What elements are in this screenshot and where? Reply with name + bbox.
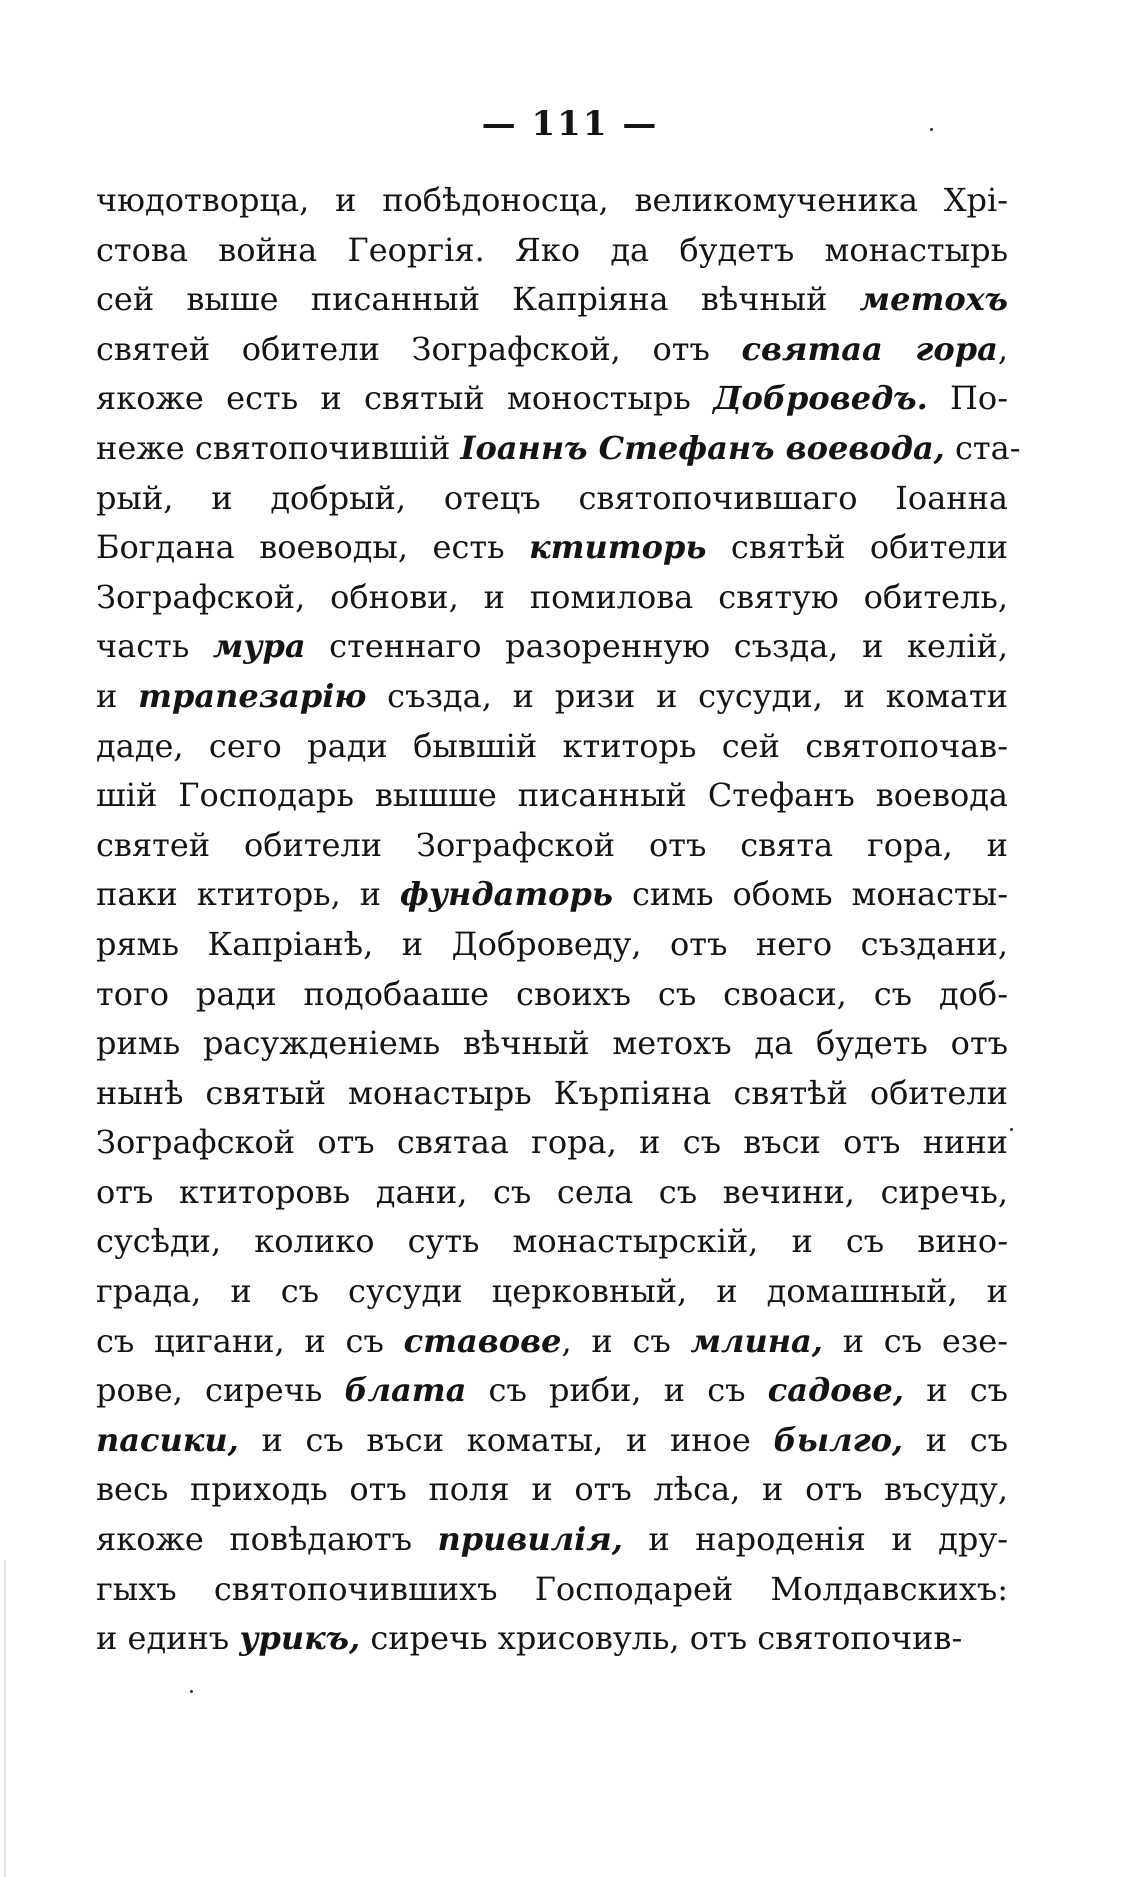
scan-speck [190, 1690, 193, 1693]
text-line [96, 1317, 1008, 1367]
scan-speck [1010, 1128, 1013, 1131]
text-segment: неже святопочившій [96, 428, 461, 467]
text-line [96, 1118, 1008, 1168]
text-segment: съ цигани, и съ [96, 1321, 404, 1360]
text-segment: шій Господарь вышше писанный Стефанъ воевода [96, 776, 1008, 815]
italic-term: урикъ, [239, 1619, 361, 1658]
text-line [96, 176, 1008, 226]
text-segment: рый, и добрый, отецъ святопочившаго Іоанна [96, 478, 1008, 517]
text-segment: сиречь хрисовуль, отъ святопочив- [360, 1619, 963, 1658]
text-line [96, 920, 1008, 970]
text-line [96, 1614, 1008, 1664]
text-line [96, 622, 1008, 672]
italic-term: пасики, [96, 1420, 239, 1459]
text-segment: отъ ктиторовь дани, съ села съ вечини, сиречь, [96, 1172, 1008, 1211]
text-segment: римь расужденіемь вѣчный метохъ да будеть отъ [96, 1024, 1008, 1063]
text-segment: якоже есть и святый моностырь [96, 379, 714, 418]
text-segment: стова война Георгія. Яко да будетъ монастырь [96, 230, 1008, 269]
italic-term: ставове [403, 1321, 562, 1360]
text-line [96, 970, 1008, 1020]
text-line [96, 474, 1008, 524]
italic-term: трапезарію [138, 676, 367, 715]
text-line [96, 374, 1008, 424]
text-line [96, 1217, 1008, 1267]
text-segment: града, и съ сусуди церковный, и домашный, и [96, 1272, 1008, 1311]
text-segment: якоже повѣдаютъ [96, 1520, 438, 1559]
text-segment: чюдотворца, и побѣдоносца, великомученика Хрі- [96, 181, 1008, 219]
text-segment: Зографской, обнови, и помилова святую обитель, [96, 577, 1008, 616]
text-segment: и съ [904, 1371, 1009, 1410]
text-segment: святей обители Зографской отъ свята гора, и [96, 825, 1008, 864]
text-line [96, 870, 1008, 920]
text-line [96, 722, 1008, 772]
text-line [96, 1019, 1008, 1069]
text-segment: стеннаго разоренную създа, и келій, [305, 627, 1008, 666]
italic-term: садове, [767, 1371, 905, 1410]
text-line [96, 1565, 1008, 1615]
text-segment: и [96, 676, 139, 715]
text-line [96, 325, 1008, 375]
italic-term: ктиторь [528, 528, 707, 567]
italic-term: привилія, [437, 1520, 623, 1559]
italic-term: млина, [690, 1321, 823, 1360]
italic-term: Іоаннъ Стефанъ воевода, [460, 428, 945, 467]
italic-term: святаа гора [741, 329, 998, 368]
italic-term: мура [212, 627, 306, 666]
text-segment: нынѣ святый монастырь Кърпіяна святѣй обители [96, 1073, 1008, 1112]
text-segment: рямь Капріанѣ, и Доброведу, отъ него създани, [96, 924, 1008, 963]
text-line [96, 1267, 1008, 1317]
text-segment: и единъ [96, 1619, 240, 1658]
text-line [96, 1069, 1008, 1119]
text-line [96, 573, 1008, 623]
text-segment: святѣй обители [706, 528, 1009, 567]
text-line [96, 1366, 1008, 1416]
text-segment: ста- [944, 428, 1021, 467]
text-line [96, 771, 1008, 821]
text-segment: и съ [903, 1420, 1009, 1459]
text-segment: Богдана воеводы, есть [96, 528, 529, 567]
text-segment: рове, сиречь [96, 1371, 345, 1410]
italic-term: блата [344, 1371, 467, 1410]
text-line [96, 672, 1008, 722]
text-segment: , [997, 329, 1009, 368]
text-line [96, 1416, 1008, 1466]
text-segment: и народенія и дру- [622, 1520, 1009, 1559]
text-segment: того ради подобааше своихъ съ своаси, съ доб- [96, 974, 1008, 1013]
text-line [96, 275, 1008, 325]
scan-edge-line [4, 1560, 6, 1877]
text-segment: По- [927, 379, 1009, 418]
body-text [96, 176, 1021, 1664]
text-segment: и съ въси коматы, и иное [238, 1420, 774, 1459]
text-line [96, 1515, 1008, 1565]
text-line [96, 1168, 1008, 1218]
text-segment: сусѣди, колико суть монастырскій, и съ вино- [96, 1222, 1008, 1261]
text-segment: даде, сего ради бывшій ктиторь сей святопочав- [96, 726, 1008, 765]
text-segment: сей выше писанный Капріяна вѣчный [96, 280, 860, 319]
text-segment: часть [96, 627, 213, 666]
italic-term: былго, [773, 1420, 904, 1459]
text-segment: паки ктиторь, и [96, 875, 400, 914]
text-line [96, 226, 1008, 276]
italic-term: Доброведъ. [713, 379, 928, 418]
text-segment: весь приходь отъ поля и отъ лѣса, и отъ въсуду, [96, 1470, 1008, 1509]
text-segment: , и съ [561, 1321, 691, 1360]
italic-term: фундаторь [400, 875, 613, 914]
text-line [96, 424, 1021, 474]
text-segment: святей обители Зографской, отъ [96, 329, 742, 368]
text-segment: Зографской отъ святаа гора, и съ въси отъ нини [96, 1123, 1008, 1162]
text-segment: гыхъ святопочившихъ Господарей Молдавскихъ: [96, 1569, 1008, 1608]
scan-speck [930, 128, 933, 131]
text-segment: съ риби, и съ [466, 1371, 768, 1410]
text-line [96, 1465, 1008, 1515]
page-number: — 111 — [481, 104, 659, 144]
text-segment: и съ езе- [822, 1321, 1009, 1360]
text-segment: създа, и ризи и сусуди, и комати [366, 676, 1009, 715]
text-line [96, 821, 1008, 871]
text-segment: симь обомь монасты- [613, 875, 1008, 914]
italic-term: метохъ [859, 280, 1008, 319]
text-line [96, 523, 1008, 573]
